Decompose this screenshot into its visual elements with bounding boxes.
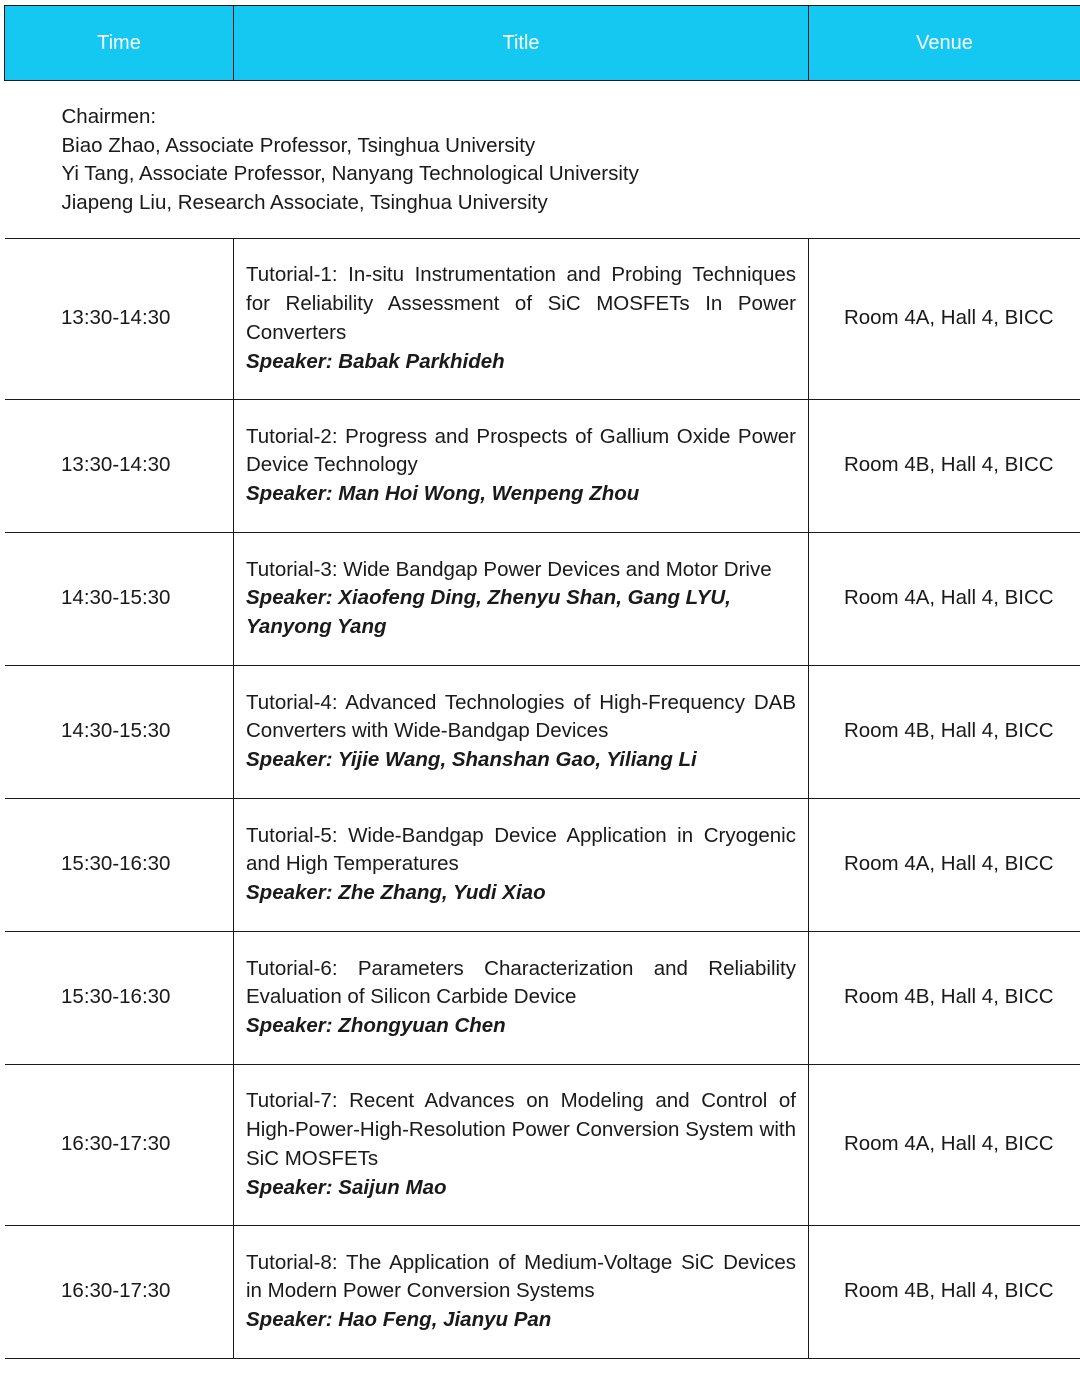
session-time: 13:30-14:30 xyxy=(5,399,234,532)
session-title-cell xyxy=(234,1225,809,1358)
table-row xyxy=(5,798,1080,931)
header-title: Title xyxy=(234,6,809,81)
session-title: Tutorial-3: Wide Bandgap Power Devices and Motor Drive xyxy=(246,557,772,581)
header-venue: Venue xyxy=(809,6,1080,81)
table-header xyxy=(5,6,1080,81)
session-title-cell xyxy=(234,931,809,1064)
schedule-page xyxy=(4,5,1080,1359)
session-speaker: Speaker: Saijun Mao xyxy=(246,1175,447,1199)
session-time: 13:30-14:30 xyxy=(5,238,234,399)
session-title: Tutorial-4: Advanced Technologies of High-Frequency DAB Converters with Wide-Bandgap Devices xyxy=(246,690,796,743)
session-time: 14:30-15:30 xyxy=(5,532,234,665)
chairmen-label: Chairmen: xyxy=(61,105,157,128)
session-title-cell xyxy=(234,238,809,399)
table-row xyxy=(5,399,1080,532)
chairman-3: Jiapeng Liu, Research Associate, Tsinghua University xyxy=(61,191,548,215)
session-time: 16:30-17:30 xyxy=(5,1225,234,1358)
table-row xyxy=(5,1225,1080,1358)
session-venue: Room 4B, Hall 4, BICC xyxy=(809,1225,1080,1358)
session-speaker: Speaker: Hao Feng, Jianyu Pan xyxy=(246,1308,552,1332)
session-title: Tutorial-8: The Application of Medium-Voltage SiC Devices in Modern Power Conversion Systems xyxy=(246,1250,796,1303)
session-speaker: Speaker: Yijie Wang, Shanshan Gao, Yiliang Li xyxy=(246,748,697,772)
session-title-cell xyxy=(234,399,809,532)
session-venue: Room 4A, Hall 4, BICC xyxy=(809,238,1080,399)
table-row xyxy=(5,665,1080,798)
session-venue: Room 4A, Hall 4, BICC xyxy=(809,1064,1080,1225)
session-title: Tutorial-5: Wide-Bandgap Device Application in Cryogenic and High Temperatures xyxy=(246,823,796,876)
session-venue: Room 4A, Hall 4, BICC xyxy=(809,798,1080,931)
session-time: 16:30-17:30 xyxy=(5,1064,234,1225)
header-time: Time xyxy=(5,6,234,81)
session-title: Tutorial-7: Recent Advances on Modeling and Control of High-Power-High-Resolution Power Conversion System with SiC MOSFETs xyxy=(246,1089,796,1170)
session-speaker: Speaker: Zhe Zhang, Yudi Xiao xyxy=(246,881,546,905)
session-venue: Room 4A, Hall 4, BICC xyxy=(809,532,1080,665)
session-title: Tutorial-6: Parameters Characterization and Reliability Evaluation of Silicon Carbide Device xyxy=(246,956,796,1009)
table-row xyxy=(5,532,1080,665)
session-time: 15:30-16:30 xyxy=(5,798,234,931)
chairmen-cell xyxy=(5,81,1080,239)
session-title-cell xyxy=(234,1064,809,1225)
session-speaker: Speaker: Babak Parkhideh xyxy=(246,349,505,373)
session-title-cell xyxy=(234,665,809,798)
table-row xyxy=(5,931,1080,1064)
session-venue: Room 4B, Hall 4, BICC xyxy=(809,665,1080,798)
chairman-2: Yi Tang, Associate Professor, Nanyang Technological University xyxy=(61,162,639,186)
session-title: Tutorial-1: In-situ Instrumentation and Probing Techniques for Reliability Assessment of SiC MOSFETs In Power Converters xyxy=(246,263,796,344)
session-title-cell xyxy=(234,798,809,931)
session-time: 15:30-16:30 xyxy=(5,931,234,1064)
session-speaker: Speaker: Zhongyuan Chen xyxy=(246,1014,506,1038)
chairman-1: Biao Zhao, Associate Professor, Tsinghua University xyxy=(61,133,536,157)
session-venue: Room 4B, Hall 4, BICC xyxy=(809,931,1080,1064)
session-venue: Room 4B, Hall 4, BICC xyxy=(809,399,1080,532)
session-title-cell xyxy=(234,532,809,665)
session-speaker: Speaker: Xiaofeng Ding, Zhenyu Shan, Gang LYU, Yanyong Yang xyxy=(246,586,731,639)
session-time: 14:30-15:30 xyxy=(5,665,234,798)
table-row xyxy=(5,1064,1080,1225)
session-speaker: Speaker: Man Hoi Wong, Wenpeng Zhou xyxy=(246,482,640,506)
session-title: Tutorial-2: Progress and Prospects of Gallium Oxide Power Device Technology xyxy=(246,424,796,477)
chairmen-row xyxy=(5,81,1080,239)
schedule-table xyxy=(4,5,1080,1359)
table-row xyxy=(5,238,1080,399)
